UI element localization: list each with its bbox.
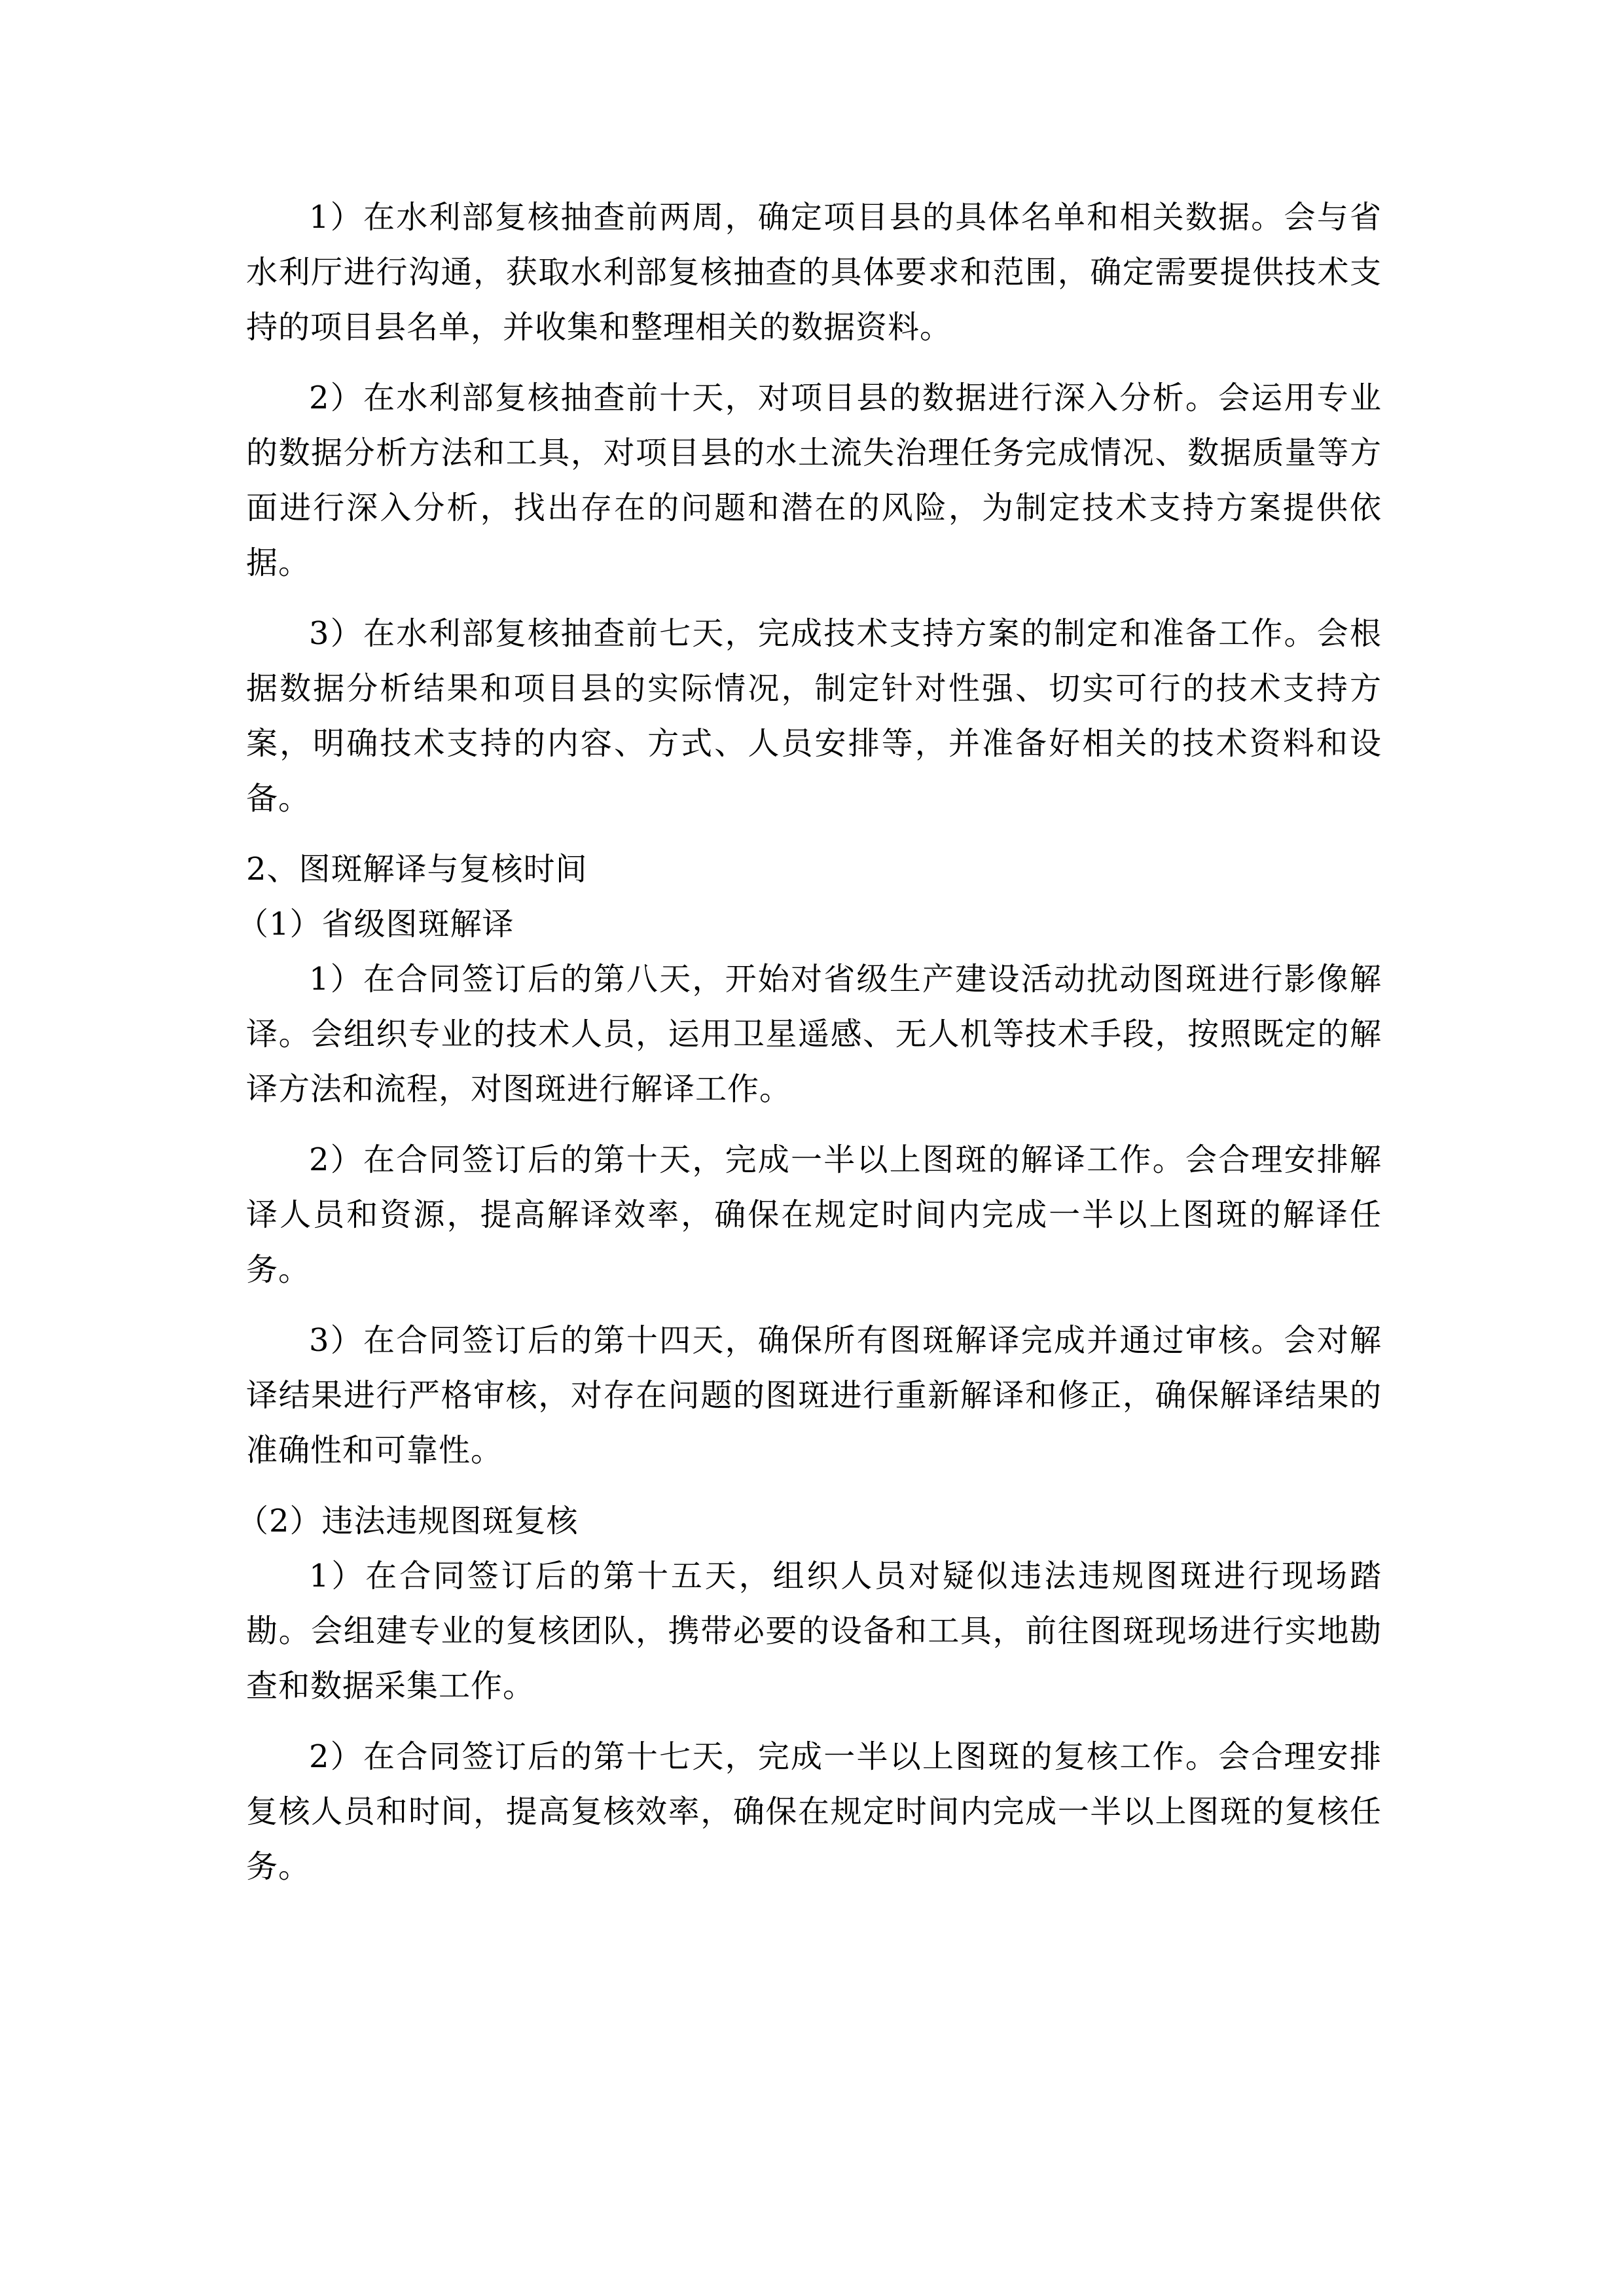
list-item: 2）在合同签订后的第十七天，完成一半以上图斑的复核工作。会合理安排复核人员和时间，提高复核效率，确保在规定时间内完成一半以上图斑的复核任务。 [246,1738,1382,1885]
list-item: 1）在合同签订后的第十五天，组织人员对疑似违法违规图斑进行现场踏勘。会组建专业的复核团队，携带必要的设备和工具，前往图斑现场进行实地勘查和数据采集工作。 [246,1558,1382,1704]
subsection-heading-2: （2）违法违规图斑复核 [237,1503,579,1539]
list-item: 2）在合同签订后的第十天，完成一半以上图斑的解译工作。会合理安排解译人员和资源，提高解译效率，确保在规定时间内完成一半以上图斑的解译任务。 [246,1141,1382,1288]
paragraph-item-2: 2）在水利部复核抽查前十天，对项目县的数据进行深入分析。会运用专业的数据分析方法和工具，对项目县的水土流失治理任务完成情况、数据质量等方面进行深入分析，找出存在的问题和潜在的风险，为制定技术支持方案提供依据。 [246,380,1382,581]
subsection-heading-1: （1）省级图斑解译 [237,906,514,942]
document-body [237,190,1382,1910]
paragraph-item-1: 1）在水利部复核抽查前两周，确定项目县的具体名单和相关数据。会与省水利厅进行沟通，获取水利部复核抽查的具体要求和范围，确定需要提供技术支持的项目县名单，并收集和整理相关的数据资料。 [246,199,1382,346]
list-item: 1）在合同签订后的第八天，开始对省级生产建设活动扰动图斑进行影像解译。会组织专业的技术人员，运用卫星遥感、无人机等技术手段，按照既定的解译方法和流程，对图斑进行解译工作。 [246,961,1382,1107]
list-item: 3）在合同签订后的第十四天，确保所有图斑解译完成并通过审核。会对解译结果进行严格审核，对存在问题的图斑进行重新解译和修正，确保解译结果的准确性和可靠性。 [246,1322,1382,1469]
paragraph-item-3: 3）在水利部复核抽查前七天，完成技术支持方案的制定和准备工作。会根据数据分析结果和项目县的实际情况，制定针对性强、切实可行的技术支持方案，明确技术支持的内容、方式、人员安排等，并准备好相关的技术资料和设备。 [246,615,1382,817]
section-heading: 2、图斑解译与复核时间 [246,851,588,888]
